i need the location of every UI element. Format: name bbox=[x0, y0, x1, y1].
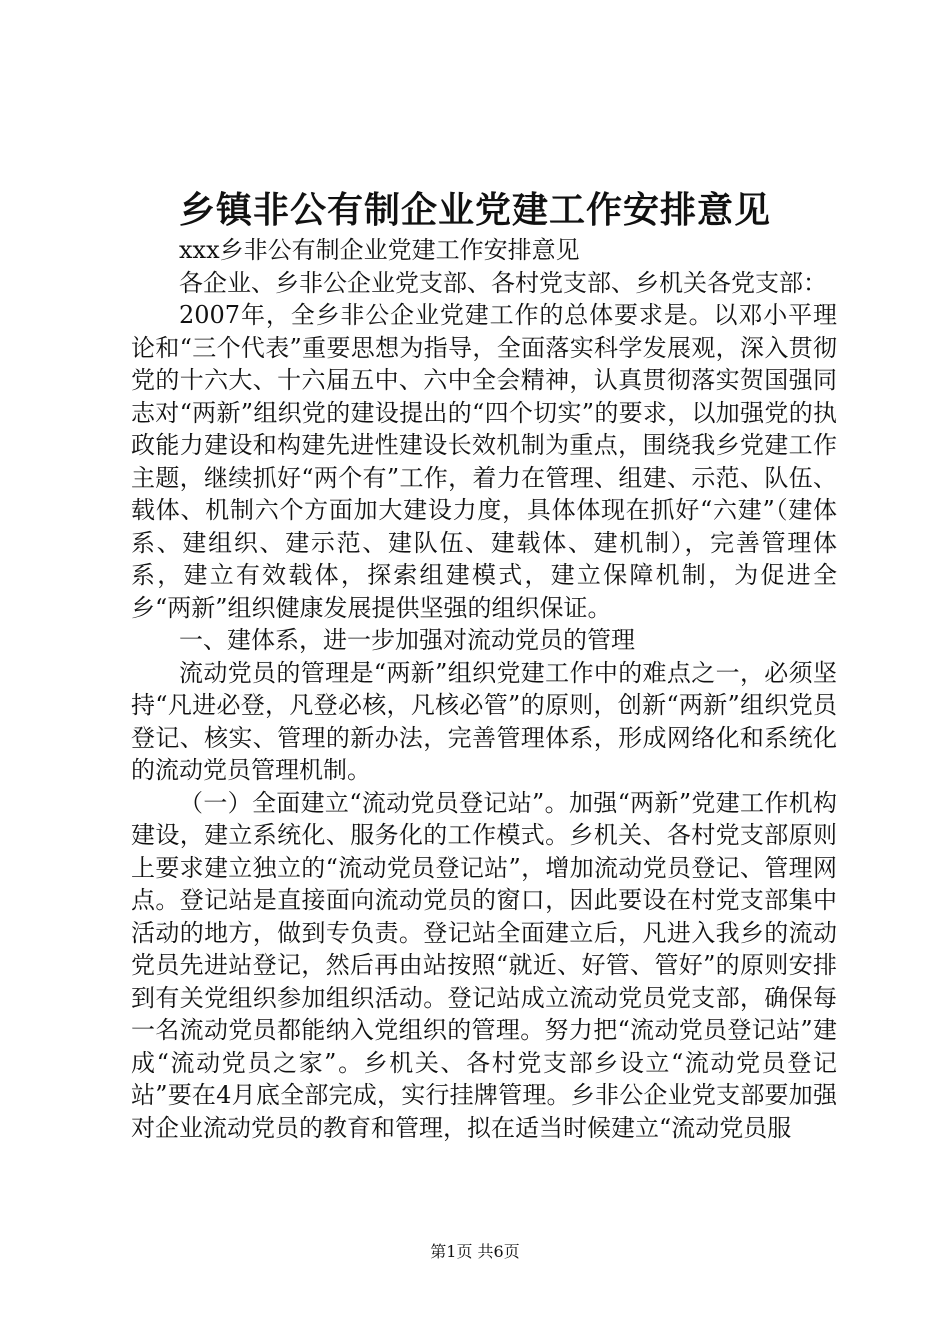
section-heading: 一、建体系，进一步加强对流动党员的管理 bbox=[179, 626, 635, 654]
document-title: 乡镇非公有制企业党建工作安排意见 bbox=[178, 189, 771, 231]
body-paragraph: 流动党员的管理是“两新”组织党建工作中的难点之一，必须坚持“凡进必登，凡登必核，凡核必管”的原则，创新“两新”组织党员登记、核实、管理的新办法，完善管理体系，形成网络化和系统化的流动党员管理机制。 bbox=[131, 658, 837, 784]
page-footer: 第1页 共6页 bbox=[430, 1242, 520, 1261]
document-subtitle: xxx乡非公有制企业党建工作安排意见 bbox=[179, 236, 580, 264]
salutation: 各企业、乡非公企业党支部、各村党支部、乡机关各党支部： bbox=[179, 268, 827, 297]
body-paragraph: 2007年，全乡非公企业党建工作的总体要求是。以邓小平理论和“三个代表”重要思想为指导，全面落实科学发展观，深入贯彻党的十六大、十六届五中、六中全会精神，认真贯彻落实贺国强同志对“两新”组织党的建设提出的“四个切实”的要求，以加强党的执政能力建设和构建先进性建设长效机制为重点，围绕我乡党建工作主题，继续抓好“两个有”工作，着力在管理、组建、示范、队伍、载体、机制六个方面加大建设力度，具体体现在抓好“六建”（建体系、建组织、建示范、建队伍、建载体、建机制），完善管理体系，建立有效载体，探索组建模式，建立保障机制，为促进全乡“两新”组织健康发展提供坚强的组织保证。 bbox=[131, 301, 837, 622]
document-body bbox=[131, 234, 837, 1144]
body-paragraph: （一）全面建立“流动党员登记站”。加强“两新”党建工作机构建设，建立系统化、服务化的工作模式。乡机关、各村党支部原则上要求建立独立的“流动党员登记站”，增加流动党员登记、管理网点。登记站是直接面向流动党员的窗口，因此要设在村党支部集中活动的地方，做到专负责。登记站全面建立后，凡进入我乡的流动党员先进站登记，然后再由站按照“就近、好管、管好”的原则安排到有关党组织参加组织活动。登记站成立流动党员党支部，确保每一名流动党员都能纳入党组织的管理。努力把“流动党员登记站”建成“流动党员之家”。乡机关、各村党支部乡设立“流动党员登记站”要在4月底全部完成，实行挂牌管理。乡非公企业党支部要加强对企业流动党员的教育和管理，拟在适当时候建立“流动党员服 bbox=[131, 788, 837, 1142]
